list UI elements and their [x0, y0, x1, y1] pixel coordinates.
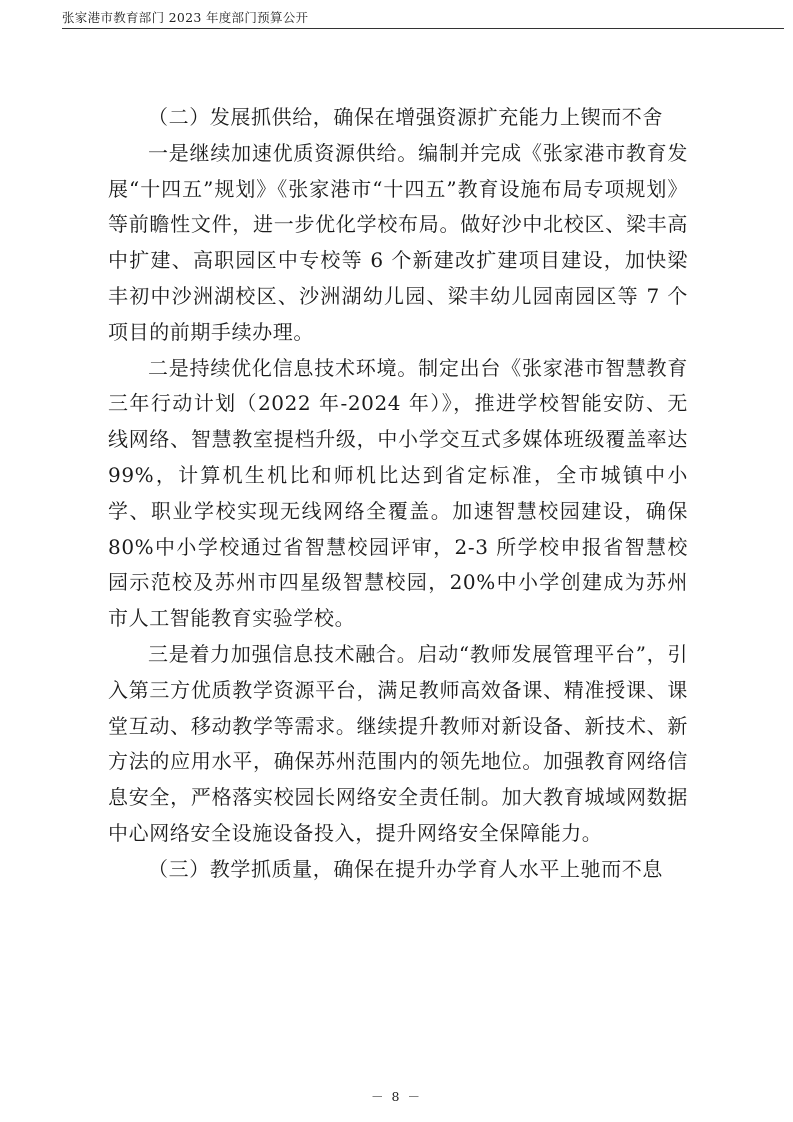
- page-header: 张家港市教育部门 2023 年度部门预算公开: [62, 10, 309, 25]
- page-number: － 8 －: [371, 1089, 422, 1104]
- section-heading-3: （三）教学抓质量，确保在提升办学育人水平上驰而不息: [148, 856, 663, 881]
- document-body: [108, 100, 688, 888]
- paragraph-it-environment: 二是持续优化信息技术环境。制定出台《张家港市智慧教育三年行动计划（2022 年-2024 年）》，推进学校智能安防、无线网络、智慧教室提档升级，中小学交互式多媒体班级覆盖率达 99%，计算机生机比和师机比达到省定标准，全市城镇中小学、职业学校实现无线网络全覆盖。加速智慧校园建设，确保 80%中小学校通过省智慧校园评审，2-3 所学校申报省智慧校园示范校及苏州市四星级智慧校园，20%中小学创建成为苏州市人工智能教育实验学校。: [108, 355, 688, 631]
- paragraph-it-integration: 三是着力加强信息技术融合。启动“教师发展管理平台”，引入第三方优质教学资源平台，满足教师高效备课、精准授课、课堂互动、移动教学等需求。继续提升教师对新设备、新技术、新方法的应用水平，确保苏州范围内的领先地位。加强教育网络信息安全，严格落实校园长网络安全责任制。加大教育城域网数据中心网络安全设施设备投入，提升网络安全保障能力。: [108, 641, 688, 845]
- paragraph-resource-supply: 一是继续加速优质资源供给。编制并完成《张家港市教育发展“十四五”规划》《张家港市“十四五”教育设施布局专项规划》等前瞻性文件，进一步优化学校布局。做好沙中北校区、梁丰高中扩建、高职园区中专校等 6 个新建改扩建项目建设，加快梁丰初中沙洲湖校区、沙洲湖幼儿园、梁丰幼儿园南园区等 7 个项目的前期手续办理。: [108, 140, 688, 344]
- section-heading-2: （二）发展抓供给，确保在增强资源扩充能力上锲而不舍: [148, 105, 663, 129]
- header-divider: [62, 28, 784, 29]
